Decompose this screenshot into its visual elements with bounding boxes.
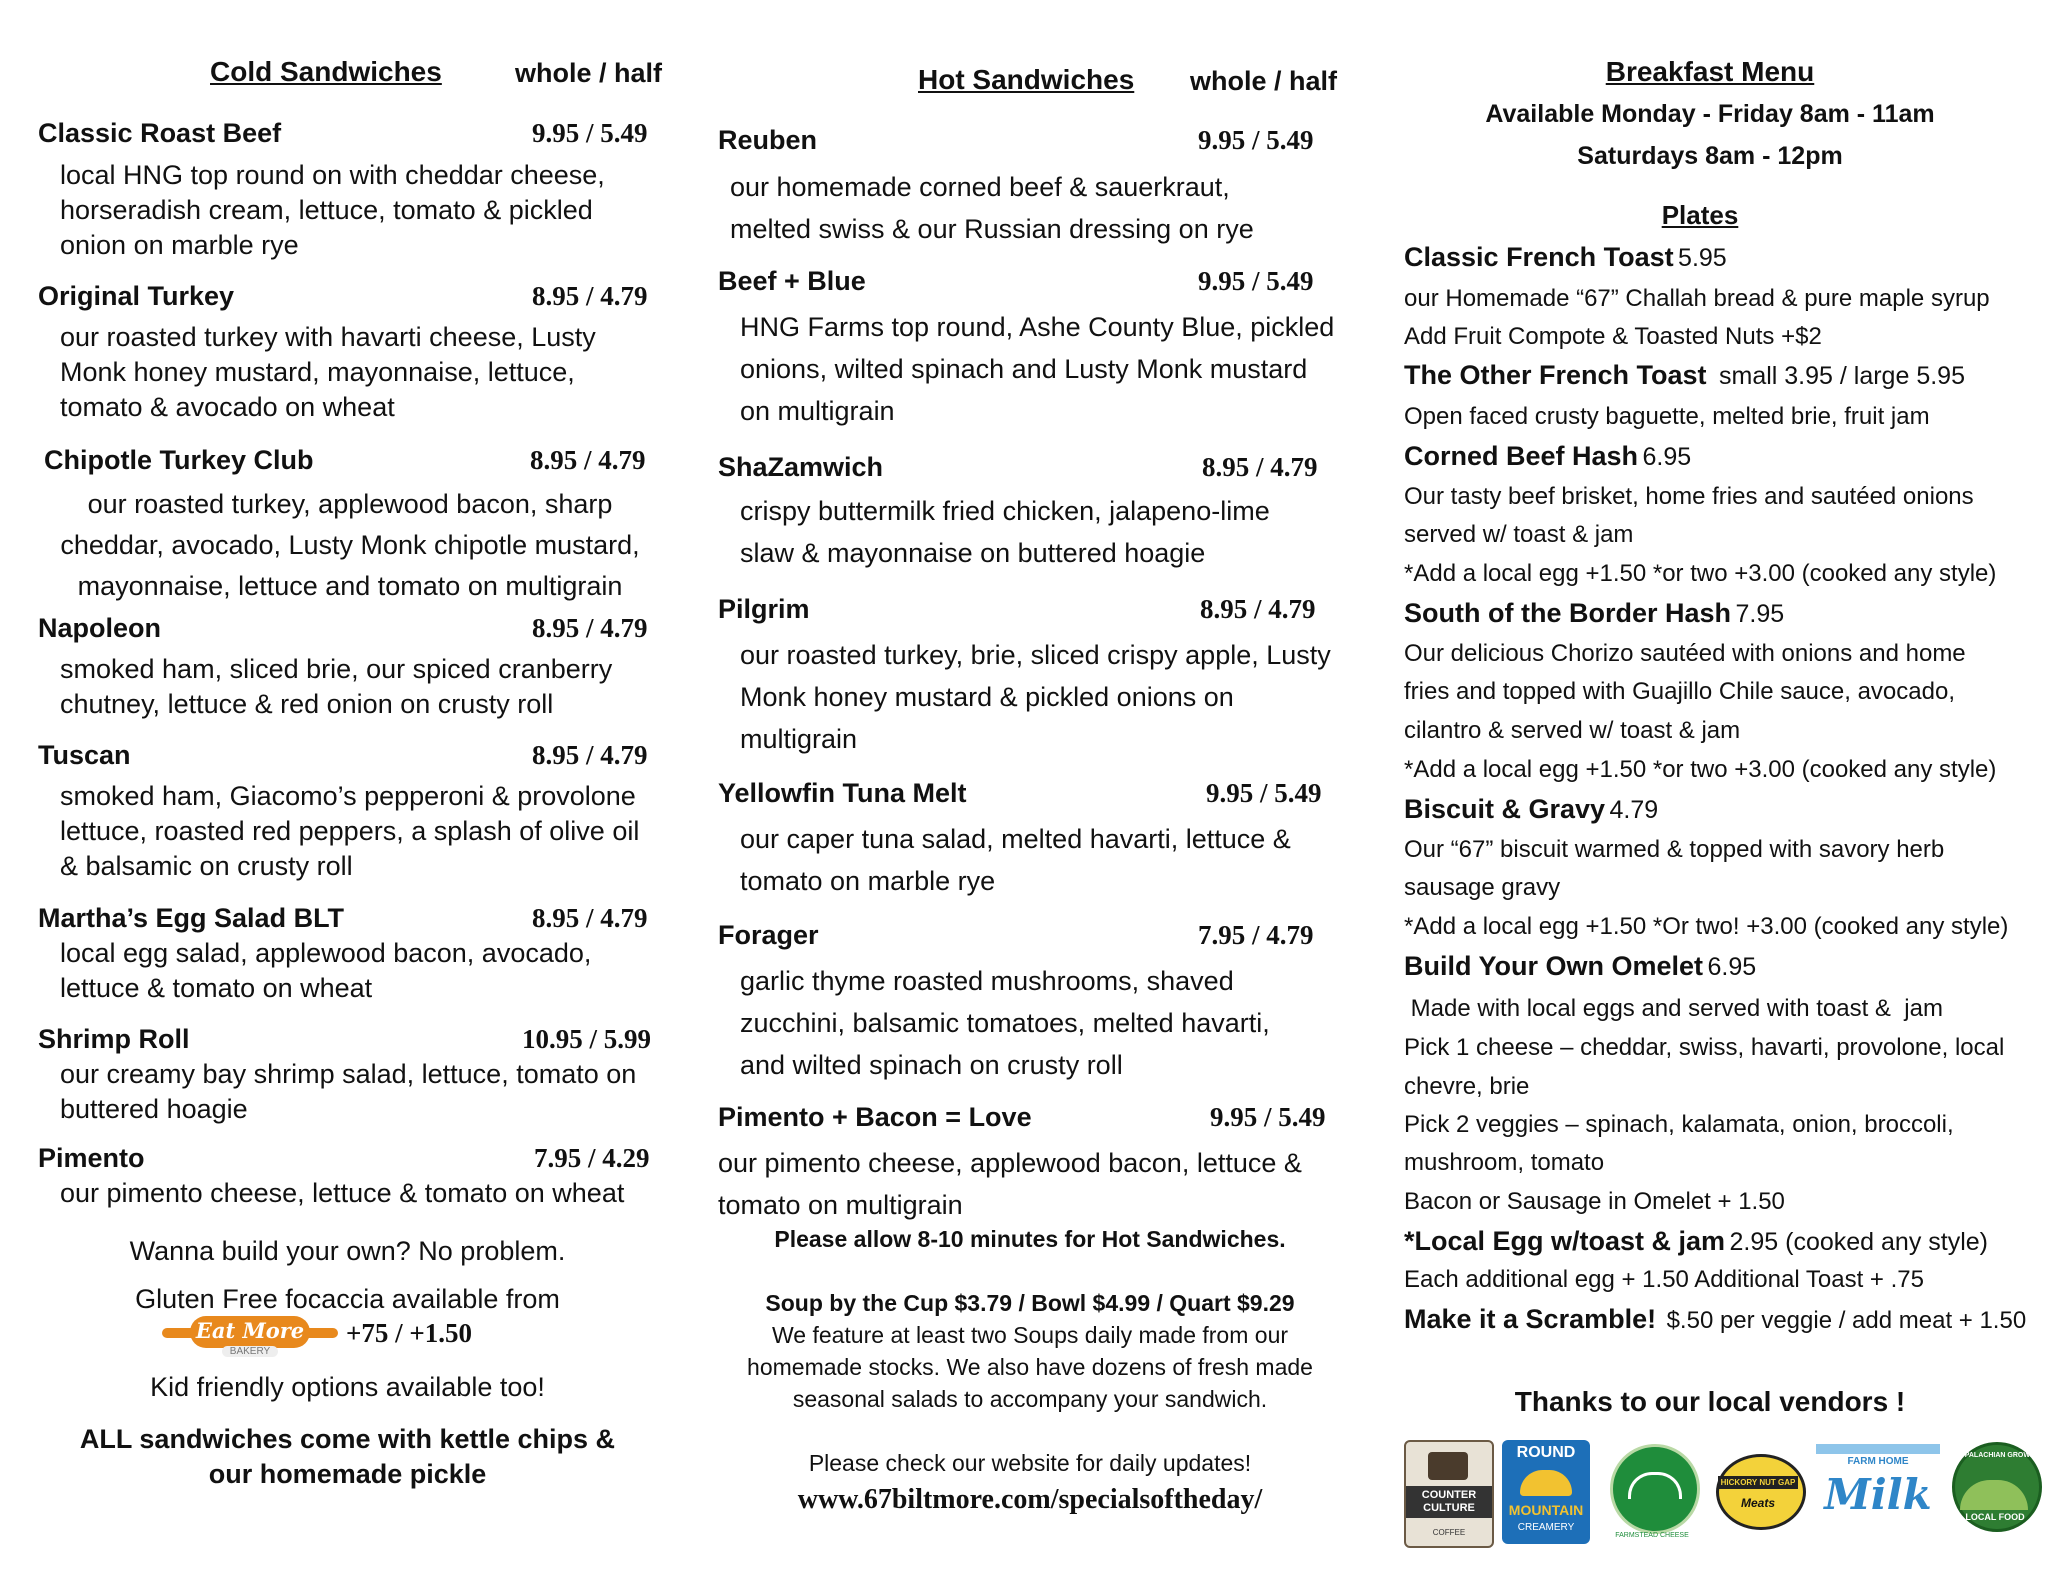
eat-more-logo-text: Eat More <box>195 1318 305 1343</box>
website-link[interactable]: www.67biltmore.com/specialsoftheday/ <box>797 1484 1263 1515</box>
item-name: Pimento + Bacon = Love <box>718 1102 1032 1132</box>
round-mountain-text-3: CREAMERY <box>1517 1522 1575 1533</box>
website-note: Please check our website for daily updates! <box>808 1450 1252 1476</box>
item-desc: our roasted turkey, applewood bacon, sharp cheddar, avocado, Lusty Monk chipotle mustard, mayonnaise, lettuce and tomato on multigrain <box>60 489 640 601</box>
item-name: Napoleon <box>38 613 162 643</box>
item-price: 9.95 / 5.49 <box>1210 1102 1326 1132</box>
counter-culture-logo <box>1404 1440 1494 1548</box>
soup-note-line3: seasonal salads to accompany your sandwich. <box>792 1386 1268 1412</box>
item-desc: smoked ham, sliced brie, our spiced cranberry chutney, lettuce & red onion on crusty roll <box>60 654 613 719</box>
all-sandwiches-note-line1: ALL sandwiches come with kettle chips & <box>79 1424 616 1454</box>
breakfast-item-heading <box>1404 794 1658 825</box>
item-name: Shrimp Roll <box>38 1024 190 1054</box>
item-line: Add Fruit Compote & Toasted Nuts +$2 <box>1404 323 1822 350</box>
gluten-free-price: +75 / +1.50 <box>346 1318 473 1348</box>
item-name: Original Turkey <box>38 281 235 311</box>
item-desc: our homemade corned beef & sauerkraut, melted swiss & our Russian dressing on rye <box>730 172 1254 244</box>
item-name: Reuben <box>718 125 818 155</box>
item-desc: our pimento cheese, applewood bacon, lettuce & tomato on multigrain <box>718 1148 1302 1220</box>
counter-culture-text: COUNTER CULTURE <box>1406 1486 1492 1518</box>
item-line: mushroom, tomato <box>1404 1149 1605 1176</box>
item-name: Classic French Toast <box>1404 242 1674 272</box>
item-desc: our pimento cheese, lettuce & tomato on wheat <box>60 1178 625 1208</box>
item-price: 7.95 / 4.79 <box>1198 920 1314 950</box>
breakfast-hours-weekday: Available Monday - Friday 8am - 11am <box>1485 100 1935 128</box>
item-name: Corned Beef Hash <box>1404 441 1639 471</box>
item-line: Our tasty beef brisket, home fries and sautéed onions <box>1404 483 1974 510</box>
item-name: Make it a Scramble! <box>1404 1304 1657 1334</box>
item-price: 5.95 <box>1678 244 1727 272</box>
item-name: Classic Roast Beef <box>38 118 282 148</box>
plates-title: Plates <box>1661 200 1739 230</box>
item-line: Our delicious Chorizo sautéed with onions and home <box>1404 640 1966 667</box>
item-price: 9.95 / 5.49 <box>532 118 648 148</box>
item-desc: smoked ham, Giacomo’s pepperoni & provolone lettuce, roasted red peppers, a splash of olive oil & balsamic on crusty roll <box>60 781 640 881</box>
item-line: Our “67” biscuit warmed & topped with savory herb <box>1404 836 1945 863</box>
item-desc: our caper tuna salad, melted havarti, lettuce & tomato on marble rye <box>740 824 1291 896</box>
item-line: cilantro & served w/ toast & jam <box>1404 717 1741 744</box>
item-line: Pick 2 veggies – spinach, kalamata, onion, broccoli, <box>1404 1111 1954 1138</box>
breakfast-hours-saturday: Saturdays 8am - 12pm <box>1577 142 1843 170</box>
appalachian-text: APPALACHIAN GROWN <box>1955 1452 2035 1459</box>
breakfast-item-heading <box>1404 1304 2026 1335</box>
hickory-nut-gap-logo <box>1712 1440 1804 1544</box>
hickory-text: HICKORY NUT GAP <box>1718 1476 1798 1489</box>
appalachian-grown-logo <box>1950 1440 2040 1544</box>
item-price: 7.95 <box>1735 600 1785 628</box>
gluten-free-note: Gluten Free focaccia available from <box>135 1284 560 1314</box>
item-price: 6.95 <box>1707 953 1757 981</box>
breakfast-item-heading <box>1404 598 1784 629</box>
soup-note-line1: We feature at least two Soups daily made from our <box>771 1322 1289 1348</box>
local-food-text: LOCAL FOOD <box>1965 1512 2025 1522</box>
item-desc: garlic thyme roasted mushrooms, shaved zucchini, balsamic tomatoes, melted havarti, and wilted spinach on crusty roll <box>740 966 1270 1080</box>
breakfast-title: Breakfast Menu <box>1605 56 1815 87</box>
breakfast-item-heading <box>1404 360 1965 391</box>
soup-note-line2: homemade stocks. We also have dozens of fresh made <box>747 1354 1313 1380</box>
round-mountain-creamery-logo <box>1502 1440 1590 1544</box>
cold-size-header: whole / half <box>515 58 663 88</box>
item-price: 8.95 / 4.79 <box>532 903 648 933</box>
vendors-thanks: Thanks to our local vendors ! <box>1514 1386 1906 1417</box>
item-name: Pimento <box>38 1143 145 1173</box>
item-desc: HNG Farms top round, Ashe County Blue, pickled onions, wilted spinach and Lusty Monk mustard on multigrain <box>740 312 1335 426</box>
item-price: small 3.95 / large 5.95 <box>1719 362 1965 390</box>
hot-sandwiches-title: Hot Sandwiches <box>918 64 1135 95</box>
cold-sandwiches-title: Cold Sandwiches <box>210 56 442 87</box>
item-line: fries and topped with Guajillo Chile sauce, avocado, <box>1404 678 1955 705</box>
breakfast-item-heading <box>1404 242 1727 273</box>
item-price: 9.95 / 5.49 <box>1206 778 1322 808</box>
item-name: Beef + Blue <box>718 266 866 296</box>
item-name: Tuscan <box>38 740 131 770</box>
hot-allow-note: Please allow 8-10 minutes for Hot Sandwiches. <box>774 1226 1286 1252</box>
item-price: 7.95 / 4.29 <box>534 1143 650 1173</box>
all-sandwiches-note-line2: our homemade pickle <box>208 1459 487 1489</box>
item-desc: our creamy bay shrimp salad, lettuce, tomato on buttered hoagie <box>60 1059 637 1124</box>
item-price: 8.95 / 4.79 <box>532 740 648 770</box>
item-name: Forager <box>718 920 819 950</box>
item-price: 8.95 / 4.79 <box>1200 594 1316 624</box>
item-line: served w/ toast & jam <box>1404 521 1634 548</box>
item-desc: local egg salad, applewood bacon, avocado, lettuce & tomato on wheat <box>60 938 592 1003</box>
item-desc: crispy buttermilk fried chicken, jalapeno-lime slaw & mayonnaise on buttered hoagie <box>740 496 1270 568</box>
item-name: Pilgrim <box>718 594 810 624</box>
item-name: *Local Egg w/toast & jam <box>1404 1226 1726 1256</box>
item-name: Build Your Own Omelet <box>1404 951 1704 981</box>
round-mountain-text-2: MOUNTAIN <box>1508 1502 1584 1518</box>
item-price: 4.79 <box>1609 796 1659 824</box>
item-price: 10.95 / 5.99 <box>522 1024 652 1054</box>
farmstead-text: FARMSTEAD CHEESE <box>1615 1532 1689 1539</box>
item-price: 9.95 / 5.49 <box>1198 125 1314 155</box>
item-price: 9.95 / 5.49 <box>1198 266 1314 296</box>
counter-culture-sub: COFFEE <box>1432 1528 1466 1537</box>
item-line: Made with local eggs and served with toast & jam <box>1404 995 1943 1022</box>
milk-text: Milk <box>1824 1470 1932 1519</box>
item-line: *Add a local egg +1.50 *Or two! +3.00 (cooked any style) <box>1404 913 2009 940</box>
item-line: Each additional egg + 1.50 Additional Toast + .75 <box>1404 1266 1924 1293</box>
item-line: our Homemade “67” Challah bread & pure maple syrup <box>1404 285 1990 312</box>
farmstead-cheese-logo <box>1606 1440 1698 1544</box>
item-desc: local HNG top round on with cheddar cheese, horseradish cream, lettuce, tomato & pickled onion on marble rye <box>60 160 605 260</box>
item-line: *Add a local egg +1.50 *or two +3.00 (cooked any style) <box>1404 756 1997 783</box>
item-name: Biscuit & Gravy <box>1404 794 1606 824</box>
hickory-sub: Meats <box>1740 1496 1775 1510</box>
item-price: 2.95 (cooked any style) <box>1729 1228 1988 1256</box>
item-name: Yellowfin Tuna Melt <box>718 778 967 808</box>
item-line: Open faced crusty baguette, melted brie, fruit jam <box>1404 403 1930 430</box>
item-price: 8.95 / 4.79 <box>532 613 648 643</box>
item-name: South of the Border Hash <box>1404 598 1732 628</box>
round-mountain-text-1: ROUND <box>1516 1444 1576 1461</box>
item-price: 8.95 / 4.79 <box>530 445 646 475</box>
item-line: Bacon or Sausage in Omelet + 1.50 <box>1404 1188 1785 1215</box>
item-price: $.50 per veggie / add meat + 1.50 <box>1666 1307 2027 1334</box>
breakfast-item-heading <box>1404 951 1756 982</box>
breakfast-item-heading <box>1404 441 1691 472</box>
kid-friendly-note: Kid friendly options available too! <box>150 1372 545 1402</box>
item-desc: our roasted turkey, brie, sliced crispy apple, Lusty Monk honey mustard & pickled onions on multigrain <box>740 640 1331 754</box>
item-name: The Other French Toast <box>1404 360 1707 390</box>
breakfast-item-heading <box>1404 1226 1988 1257</box>
hot-size-header: whole / half <box>1190 66 1338 96</box>
item-name: Chipotle Turkey Club <box>44 445 314 475</box>
item-price: 8.95 / 4.79 <box>532 281 648 311</box>
item-line: *Add a local egg +1.50 *or two +3.00 (cooked any style) <box>1404 560 1997 587</box>
eat-more-logo-sub: BAKERY <box>222 1346 278 1357</box>
item-line: Pick 1 cheese – cheddar, swiss, havarti, provolone, local <box>1404 1034 2005 1061</box>
item-name: Martha’s Egg Salad BLT <box>38 903 345 933</box>
item-desc: our roasted turkey with havarti cheese, Lusty Monk honey mustard, mayonnaise, lettuce, tomato & avocado on wheat <box>60 322 596 422</box>
eat-more-bakery-logo <box>162 1316 338 1360</box>
item-line: sausage gravy <box>1404 874 1561 901</box>
item-name: ShaZamwich <box>718 452 884 482</box>
item-line: chevre, brie <box>1404 1073 1530 1100</box>
item-price: 8.95 / 4.79 <box>1202 452 1318 482</box>
farm-home-milk-logo <box>1816 1440 1940 1544</box>
farm-home-text: FARM HOME <box>1847 1456 1909 1467</box>
soup-prices: Soup by the Cup $3.79 / Bowl $4.99 / Quart $9.29 <box>765 1290 1295 1316</box>
build-own-note: Wanna build your own? No problem. <box>129 1236 566 1266</box>
item-price: 6.95 <box>1642 443 1692 471</box>
